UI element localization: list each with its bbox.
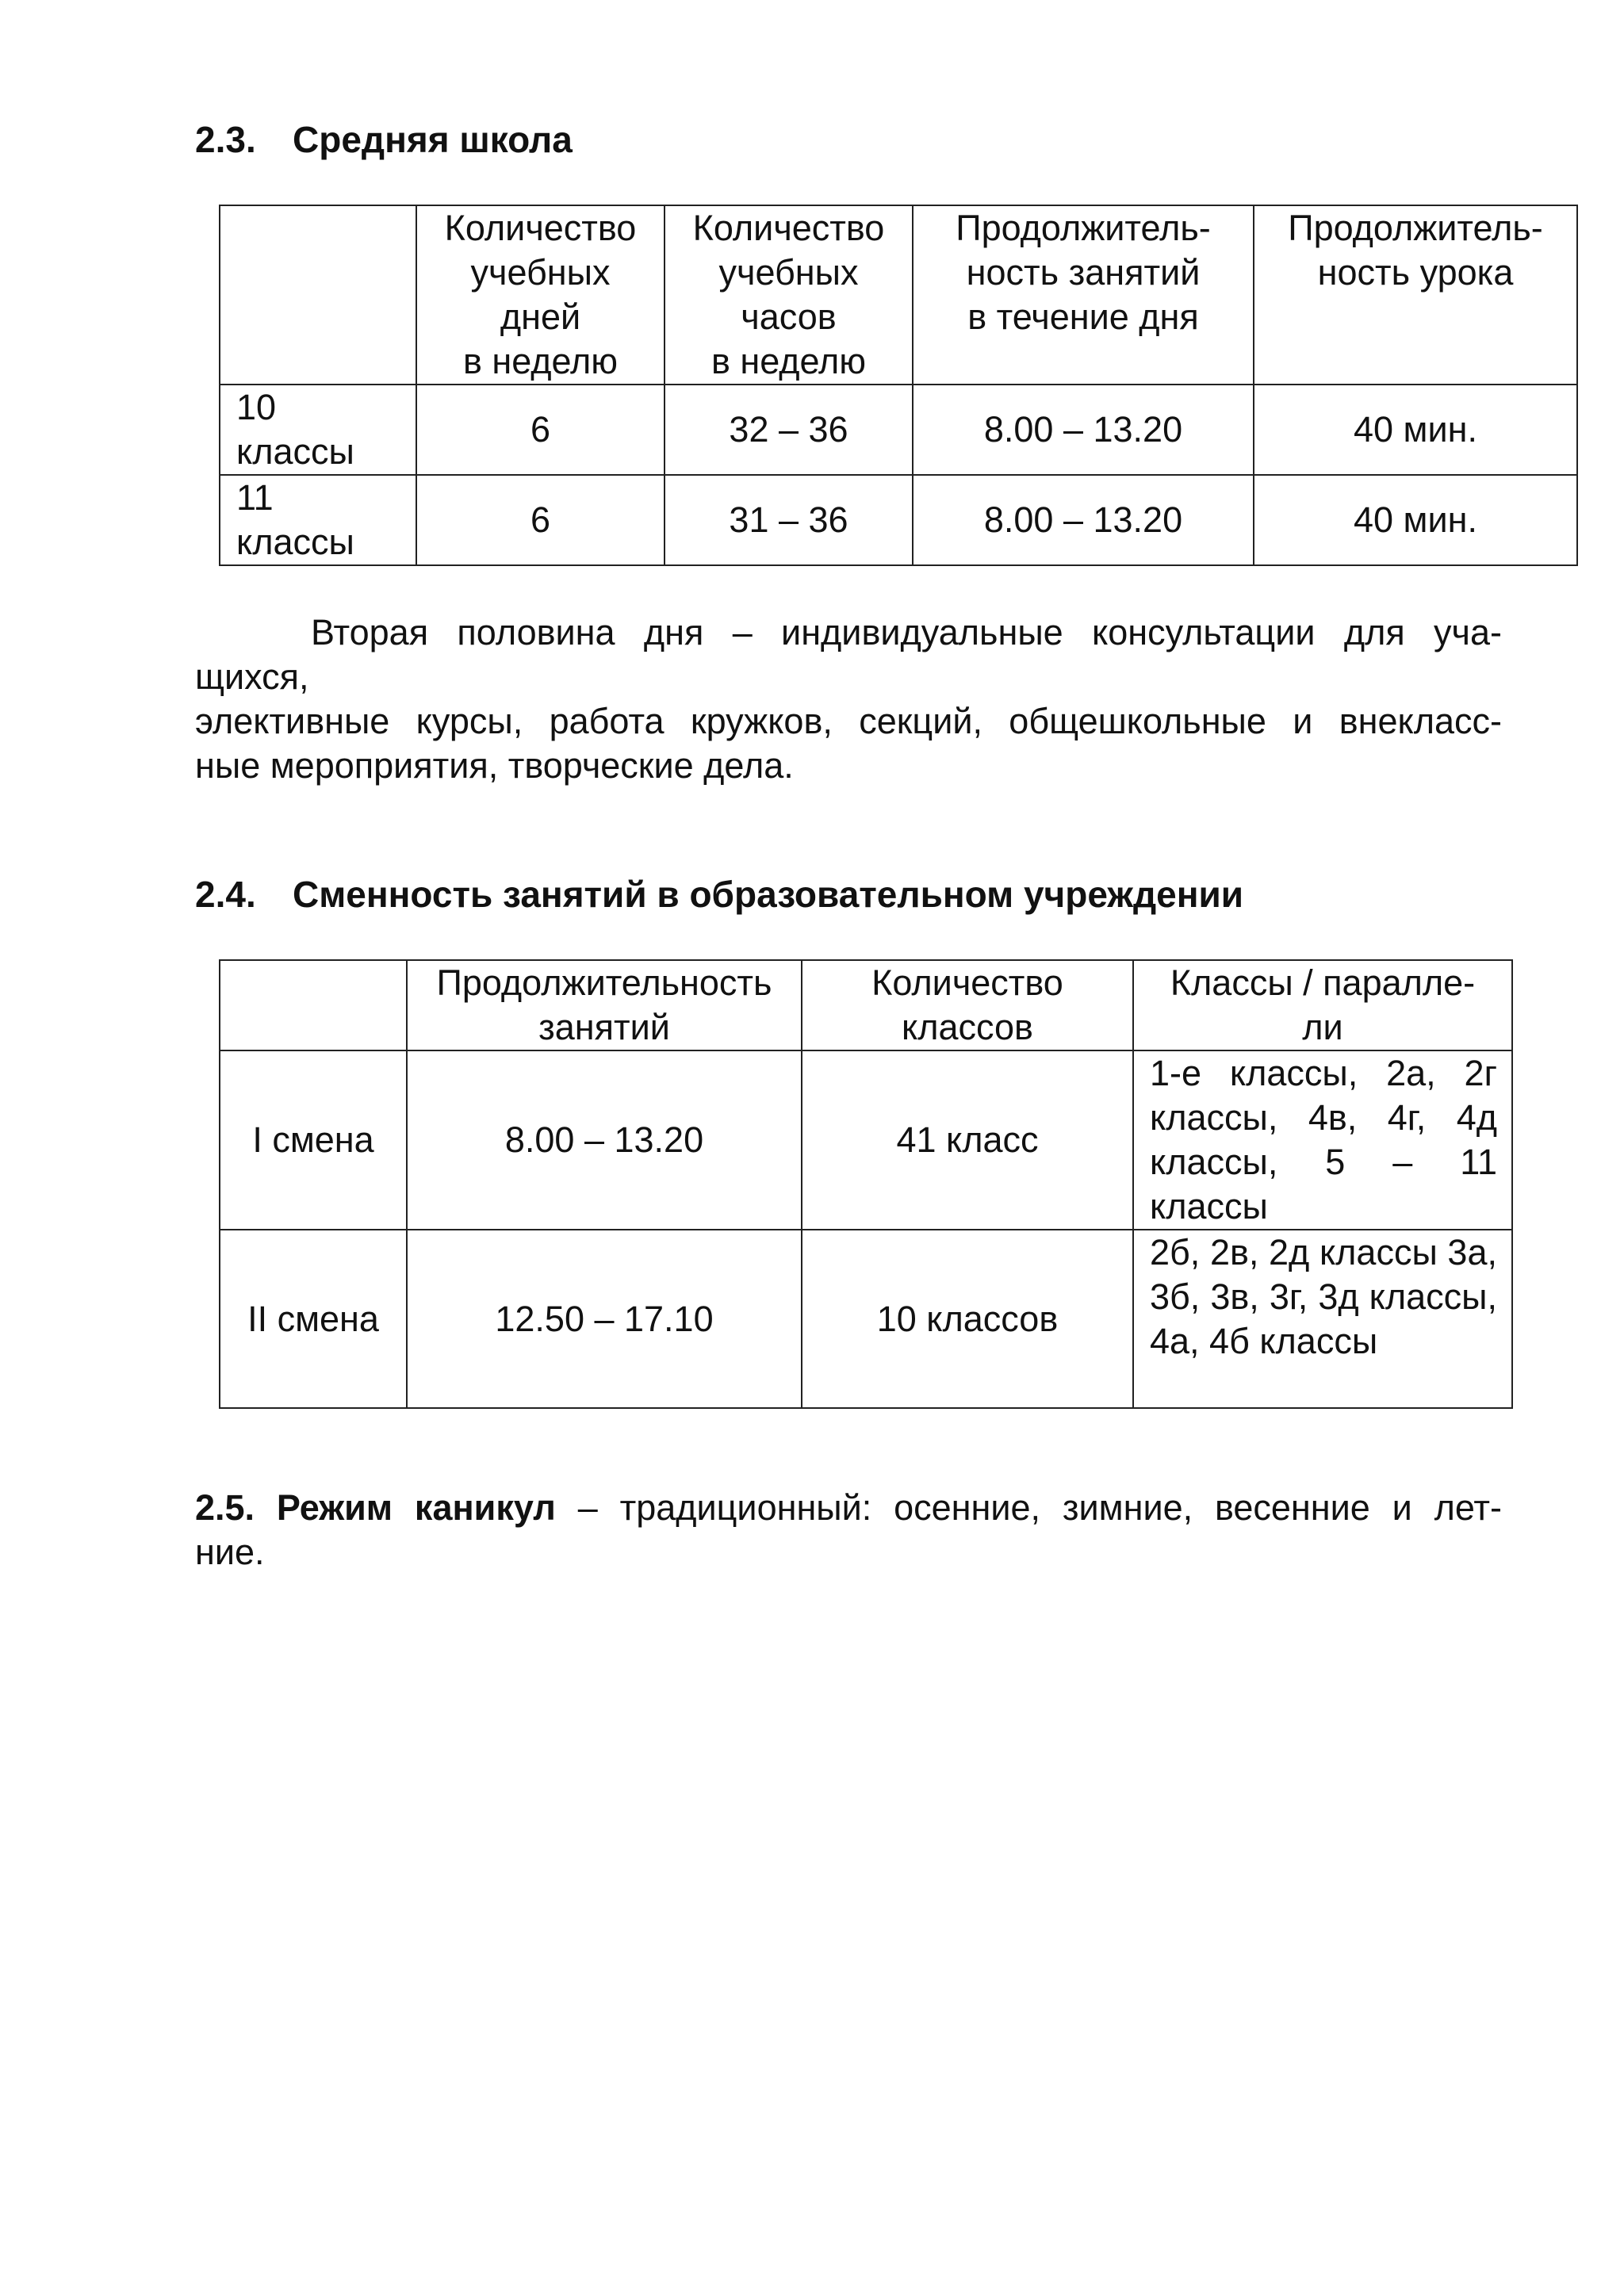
table-header-row [220, 960, 1512, 1050]
header-cell-empty [220, 960, 407, 1050]
table-header-row [220, 205, 1577, 385]
paragraph-line: ние. [195, 1532, 265, 1572]
section-heading-2-4 [195, 872, 1243, 916]
header-cell-hours [665, 205, 913, 385]
table-row [220, 1230, 1512, 1408]
table-cell: 31 – 36 [665, 475, 913, 565]
table-row [220, 475, 1577, 565]
section-title: Сменность занятий в образовательном учреждении [293, 874, 1244, 915]
row-label: II смена [220, 1230, 407, 1408]
table-cell: 40 мин. [1254, 475, 1577, 565]
header-cell-duration [407, 960, 802, 1050]
paragraph-line [195, 1486, 1502, 1530]
row-label: 11 классы [220, 475, 416, 565]
table-cell: 8.00 – 13.20 [913, 475, 1254, 565]
table-cell: 32 – 36 [665, 385, 913, 475]
table-cell: 6 [416, 475, 665, 565]
section-number: 2.3. [195, 119, 256, 160]
header-line: Количество классов [871, 962, 1063, 1047]
body-paragraph [195, 610, 1502, 788]
header-line: Классы / паралле- ли [1170, 962, 1476, 1047]
paragraph-line: Вторая половина дня – индивидуальные консультации для уча- [311, 612, 1502, 652]
paragraph-line: щихся, [195, 656, 309, 697]
table-cell: 6 [416, 385, 665, 475]
paragraph-line: элективные курсы, работа кружков, секций, общешкольные и внекласс- [195, 701, 1502, 741]
section-number: 2.4. [195, 874, 256, 915]
header-line: Продолжитель- ность занятий в течение дня [956, 208, 1211, 337]
row-label: 10 классы [220, 385, 416, 475]
paragraph-line: ные мероприятия, творческие дела. [195, 745, 794, 786]
table-cell: 41 класс [802, 1050, 1133, 1230]
header-line: Продолжитель- ность урока [1288, 208, 1543, 293]
row-label: I смена [220, 1050, 407, 1230]
header-cell-class-count [802, 960, 1133, 1050]
header-line: Количество учебных часов в неделю [692, 208, 885, 381]
section-2-5-paragraph [195, 1486, 1502, 1575]
header-cell-days [416, 205, 665, 385]
table-cell: 40 мин. [1254, 385, 1577, 475]
header-cell-classes [1133, 960, 1512, 1050]
section-heading-2-3 [195, 117, 573, 162]
section-title: Средняя школа [293, 119, 573, 160]
table-cell: 8.00 – 13.20 [407, 1050, 802, 1230]
school-schedule-table [219, 205, 1578, 566]
header-line: Продолжительность занятий [436, 962, 772, 1047]
table-cell: 12.50 – 17.10 [407, 1230, 802, 1408]
section-label-bold: 2.5. Режим каникул [195, 1487, 556, 1528]
table-cell-classes: 2б, 2в, 2д классы 3а, 3б, 3в, 3г, 3д классы, 4а, 4б классы [1133, 1230, 1512, 1408]
header-cell-empty [220, 205, 416, 385]
table-cell-classes: 1-е классы, 2а, 2г классы, 4в, 4г, 4д классы, 5 – 11 классы [1133, 1050, 1512, 1230]
header-cell-duration-day [913, 205, 1254, 385]
shifts-table [219, 959, 1513, 1409]
header-line: Количество учебных дней в неделю [444, 208, 637, 381]
table-row [220, 1050, 1512, 1230]
table-cell: 8.00 – 13.20 [913, 385, 1254, 475]
table-row [220, 385, 1577, 475]
section-text: – традиционный: осенние, зимние, весенние и лет- [555, 1487, 1502, 1528]
header-cell-lesson-duration [1254, 205, 1577, 385]
table-cell: 10 классов [802, 1230, 1133, 1408]
